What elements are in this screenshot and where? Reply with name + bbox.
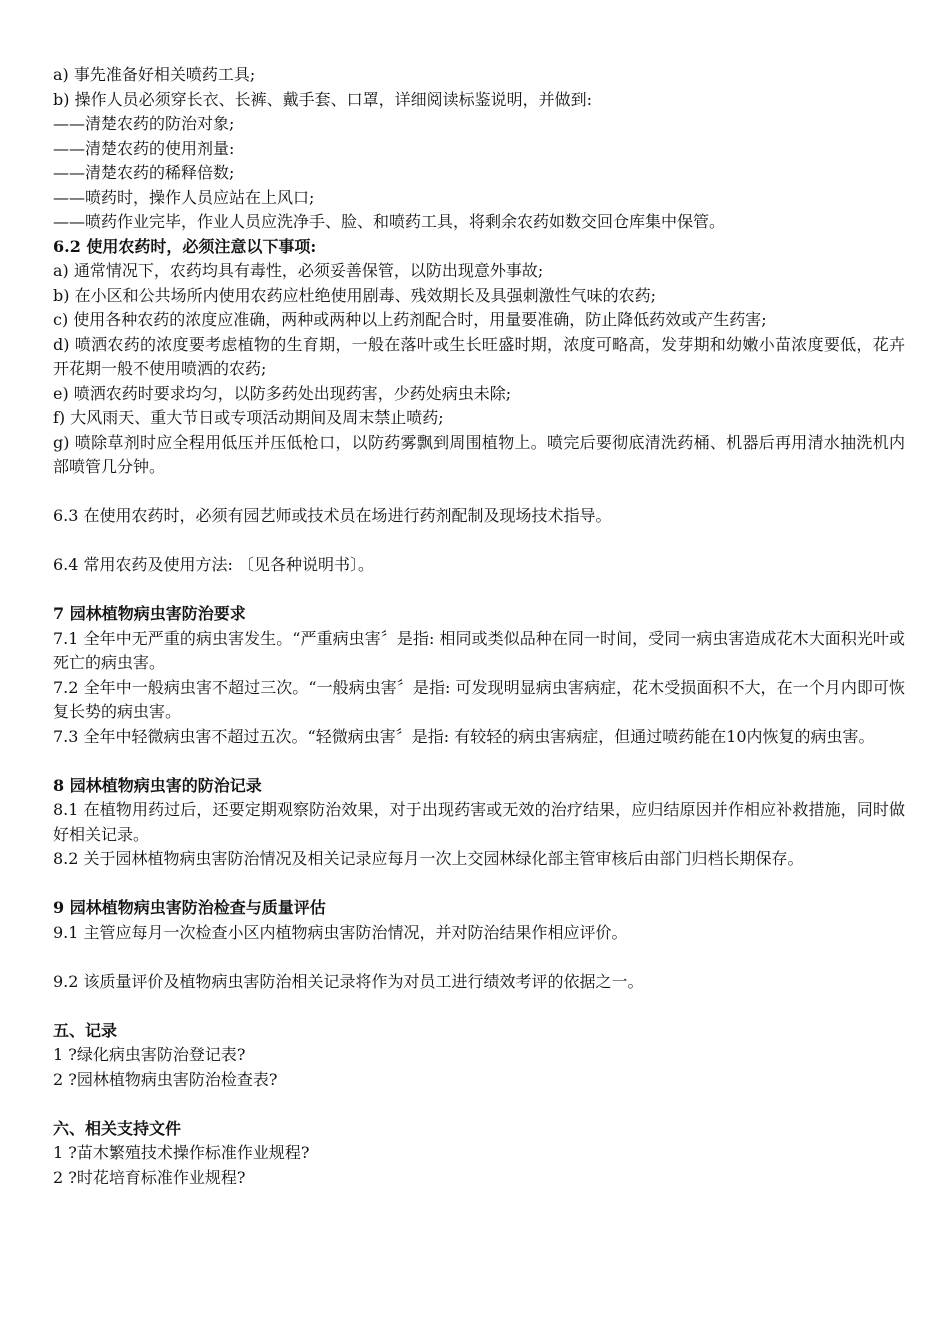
records-heading: 五、记录 (53, 1020, 118, 1040)
support-docs-heading: 六、相关支持文件 (53, 1118, 182, 1138)
list-item: b) 在小区和公共场所内使用农药应杜绝使用剧毒、残效期长及具强刺激性气味的农药; (53, 285, 656, 305)
document-page (53, 63, 905, 1190)
list-item: 1 ?绿化病虫害防治登记表? (53, 1045, 246, 1064)
paragraph-6-3: 6.3 在使用农药时，必须有园艺师或技术员在场进行药剂配制及现场技术指导。 (53, 506, 612, 525)
list-item: 7.2 全年中一般病虫害不超过三次。“一般病虫害〞是指: 可发现明显病虫害病症，花木受损面积不大，在一个月内即可恢复长势的病虫害。 (53, 677, 905, 721)
list-item: ——清楚农药的使用剂量: (53, 138, 235, 158)
list-item: c) 使用各种农药的浓度应准确，两种或两种以上药剂配合时，用量要准确，防止降低药效或产生药害; (53, 310, 767, 329)
list-item: 2 ?园林植物病虫害防治检查表? (53, 1069, 278, 1089)
list-item: 1 ?苗木繁殖技术操作标准作业规程? (53, 1143, 310, 1162)
paragraph-6-4: 6.4 常用农药及使用方法: 〔见各种说明书〕。 (53, 555, 375, 574)
list-item: a) 通常情况下，农药均具有毒性，必须妥善保管，以防出现意外事故; (53, 261, 544, 280)
list-item: ——喷药时，操作人员应站在上风口; (53, 187, 315, 207)
section-heading-7: 7 园林植物病虫害防治要求 (53, 604, 246, 623)
section-heading-6-2: 6.2 使用农药时，必须注意以下事项: (53, 236, 317, 256)
list-item: 7.3 全年中轻微病虫害不超过五次。“轻微病虫害〞是指: 有较轻的病虫害病症，但通过喷药能在10内恢复的病虫害。 (53, 726, 875, 746)
paragraph-9-2: 9.2 该质量评价及植物病虫害防治相关记录将作为对员工进行绩效考评的依据之一。 (53, 971, 644, 991)
section-heading-8: 8 园林植物病虫害的防治记录 (53, 775, 262, 795)
list-item: 8.2 关于园林植物病虫害防治情况及相关记录应每月一次上交园林绿化部主管审核后由部门归档长期保存。 (53, 849, 804, 868)
list-item: d) 喷洒农药的浓度要考虑植物的生育期，一般在落叶或生长旺盛时期，浓度可略高，发芽期和幼嫩小苗浓度要低，花卉开花期一般不使用喷洒的农药; (53, 334, 905, 378)
list-item: 8.1 在植物用药过后，还要定期观察防治效果，对于出现药害或无效的治疗结果，应归结原因并作相应补救措施，同时做好相关记录。 (53, 800, 905, 844)
list-item: f) 大风雨天、重大节日或专项活动期间及周末禁止喷药; (53, 408, 444, 427)
list-item: ——喷药作业完毕，作业人员应洗净手、脸、和喷药工具，将剩余农药如数交回仓库集中保管。 (53, 212, 726, 231)
list-item: 7.1 全年中无严重的病虫害发生。“严重病虫害〞是指: 相同或类似品种在同一时间，受同一病虫害造成花木大面积光叶或死亡的病虫害。 (53, 628, 905, 672)
list-item: e) 喷洒农药时要求均匀，以防多药处出现药害，少药处病虫未除; (53, 383, 512, 403)
list-item: a) 事先准备好相关喷药工具; (53, 65, 256, 84)
section-heading-9: 9 园林植物病虫害防治检查与质量评估 (53, 898, 326, 917)
paragraph-9-1: 9.1 主管应每月一次检查小区内植物病虫害防治情况，并对防治结果作相应评价。 (53, 922, 628, 942)
list-item: g) 喷除草剂时应全程用低压并压低枪口，以防药雾飘到周围植物上。喷完后要彻底清洗药桶、机器后再用清水抽洗机内部喷管几分钟。 (53, 432, 905, 476)
list-item: ——清楚农药的稀释倍数; (53, 163, 235, 182)
list-item: 2 ?时花培育标准作业规程? (53, 1167, 246, 1187)
list-item: ——清楚农药的防治对象; (53, 114, 235, 133)
list-item: b) 操作人员必须穿长衣、长裤、戴手套、口罩，详细阅读标鉴说明，并做到: (53, 89, 592, 109)
